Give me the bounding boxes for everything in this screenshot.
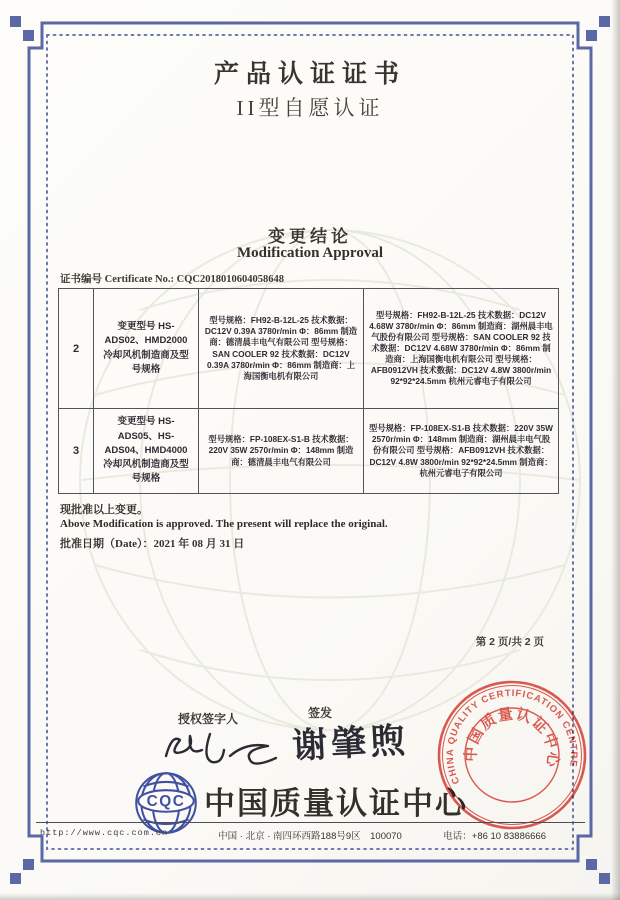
official-seal — [433, 676, 591, 834]
spec-after: 型号规格：FP-108EX-S1-B 技术数据：220V 35W 2570r/min Φ：148mm 制造商：湖州晨丰电气股份有限公司 型号规格：AFB0912VH 技术数据：DC12V 4.8W 3800r/min 92*92*24.5mm 制造商：杭州元睿电子有限公司 — [364, 409, 559, 494]
certificate-number-label: 证书编号 Certificate No.: — [60, 274, 175, 285]
footer-address: 中国 · 北京 · 南四环西路188号9区 100070 — [218, 831, 402, 842]
approval-date: 批准日期（Date）：2021 年 08 月 31 日 — [60, 538, 245, 550]
seal-text-english: CHINA QUALITY CERTIFICATION CENTRE — [444, 687, 580, 786]
scan-edge-right — [611, 0, 620, 900]
spec-after: 型号规格：FH92-B-12L-25 技术数据：DC12V 4.68W 3780r/min Φ：86mm 制造商：湖州晨丰电气股份有限公司 型号规格：SAN COOLER 92 技术数据：DC12V 4.68W 3780r/min Φ：86mm 制造商：上海国衡电机有限公司 型号规格：AFB0912VH 技术数据：DC12V 4.8W 3800r/min 92*92*24.5mm 杭州元睿电子有限公司 — [364, 289, 559, 409]
cqc-logo — [127, 770, 205, 836]
page-number: 第 2 页/共 2 页 — [475, 636, 544, 648]
row-number: 3 — [59, 409, 94, 494]
change-description: 变更型号 HS-ADS02、HMD2000 冷却风机制造商及型号规格 — [94, 289, 199, 409]
issued-by-label: 签发 — [308, 706, 333, 720]
approval-statement-cn: 现批准以上变更。 — [60, 504, 148, 516]
footer-phone: 电话：+86 10 83886666 — [443, 831, 546, 842]
certificate-subtitle: II型自愿认证 — [236, 96, 384, 120]
spec-before: 型号规格：FP-108EX-S1-B 技术数据：220V 35W 2570r/min Φ：148mm 制造商：德清晨丰电气有限公司 — [199, 409, 364, 494]
table-row — [59, 289, 559, 409]
section-title-en: Modification Approval — [237, 245, 383, 261]
cqc-logo-text: CQC — [146, 793, 186, 811]
row-number: 2 — [59, 289, 94, 409]
issuer-signature-handwriting: 谢肇煦 — [291, 720, 411, 767]
spec-before: 型号规格：FH92-B-12L-25 技术数据：DC12V 0.39A 3780r/min Φ：86mm 制造商：德清晨丰电气有限公司 型号规格：SAN COOLER 92 技术数据：DC12V 0.39A 3780r/min Φ：86mm 制造商：上海国衡电机有限公司 — [199, 289, 364, 409]
change-description: 变更型号 HS-ADS05、HS-ADS04、HMD4000 冷却风机制造商及型号规格 — [94, 409, 199, 494]
seal-text-chinese: 中国质量认证中心 — [463, 706, 561, 770]
organization-name: 中国质量认证中心 — [204, 786, 468, 821]
footer-website: http://www.cqc.com.cn — [40, 828, 169, 838]
certificate-number-value: CQC2018010604058648 — [176, 274, 284, 285]
svg-text:中国质量认证中心 — [463, 704, 563, 769]
authorized-signatory-label: 授权签字人 — [178, 712, 239, 726]
certificate-title: 产品认证证书 — [213, 60, 406, 88]
section-title-cn: 变更结论 — [268, 227, 352, 246]
modification-table — [58, 288, 558, 494]
footer-divider — [36, 822, 585, 823]
svg-text:CHINA QUALITY CERTIFICATION CE — [445, 688, 579, 786]
table-row — [59, 409, 559, 494]
certificate-number-line — [60, 271, 284, 286]
approval-statement-en: Above Modification is approved. The present will replace the original. — [60, 518, 388, 530]
scan-edge-bottom — [0, 893, 620, 900]
